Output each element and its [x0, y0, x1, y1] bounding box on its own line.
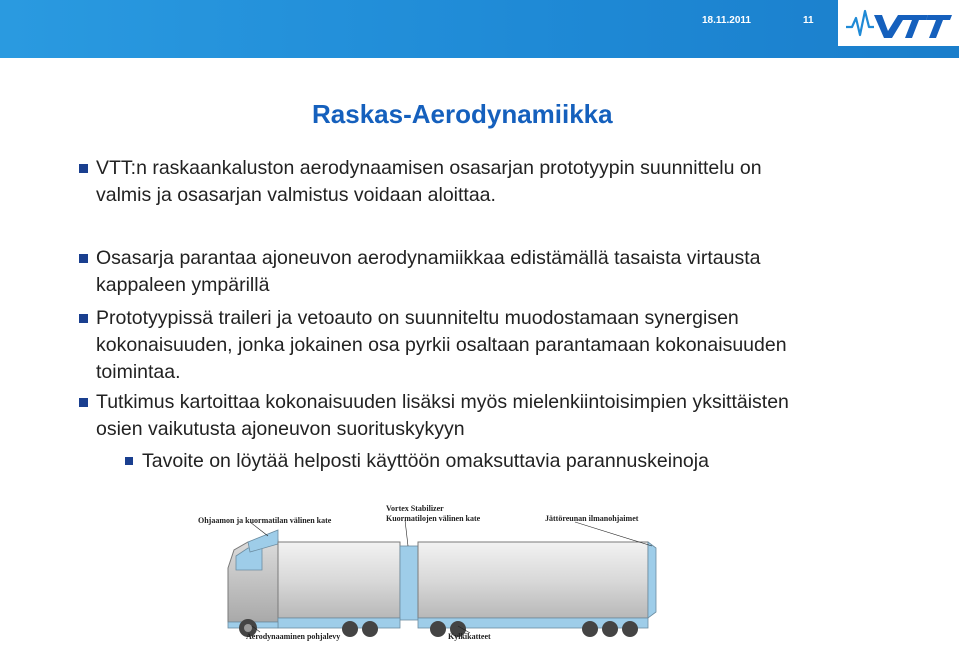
label-cab-edge: Ohjaamon ja kuormatilan välinen kate — [198, 516, 332, 525]
header-bar — [0, 0, 959, 58]
bullet-1-line-2: valmis ja osasarjan valmistus voidaan aloittaa. — [96, 184, 496, 206]
vtt-logo — [838, 0, 959, 46]
truck-diagram — [190, 500, 670, 652]
sub-bullet-text: Tavoite on löytää helposti käyttöön omaksuttavia parannuskeinoja — [142, 450, 709, 472]
bullet-2-line-2: kappaleen ympärillä — [96, 274, 270, 296]
vtt-logo-icon — [844, 5, 954, 41]
bullet-marker — [79, 254, 88, 263]
bullet-marker — [79, 164, 88, 173]
bullet-1-line-1: VTT:n raskaankaluston aerodynaamisen osasarjan prototyypin suunnittelu on — [96, 157, 762, 179]
bullet-marker — [79, 398, 88, 407]
bullet-marker — [79, 314, 88, 323]
page-number: 11 — [803, 15, 814, 26]
label-trailing-edge: Jättöreunan ilmanohjaimet — [545, 514, 639, 523]
bullet-3-line-2: kokonaisuuden, jonka jokainen osa pyrkii osaltaan parantamaan kokonaisuuden — [96, 334, 787, 356]
bullet-3-line-3: toimintaa. — [96, 361, 181, 383]
label-vortex: Vortex Stabilizer — [386, 504, 444, 513]
bullet-2-line-1: Osasarja parantaa ajoneuvon aerodynamiikkaa edistämällä tasaista virtausta — [96, 247, 761, 269]
bullet-3-line-1: Prototyypissä traileri ja vetoauto on suunniteltu muodostamaan synergisen — [96, 307, 739, 329]
bullet-4-line-1: Tutkimus kartoittaa kokonaisuuden lisäksi myös mielenkiintoisimpien yksittäisten — [96, 391, 789, 413]
label-vortex-sub: Kuormatilojen välinen kate — [386, 514, 481, 523]
bullet-4-line-2: osien vaikutusta ajoneuvon suorituskykyyn — [96, 418, 465, 440]
label-underbody: Aerodynaaminen pohjalevy — [246, 632, 341, 641]
slide-date: 18.11.2011 — [702, 15, 751, 26]
sub-bullet-marker — [125, 457, 133, 465]
label-side-skirts: Kylkikatteet — [448, 632, 491, 641]
slide-title: Raskas-Aerodynamiikka — [312, 99, 613, 129]
